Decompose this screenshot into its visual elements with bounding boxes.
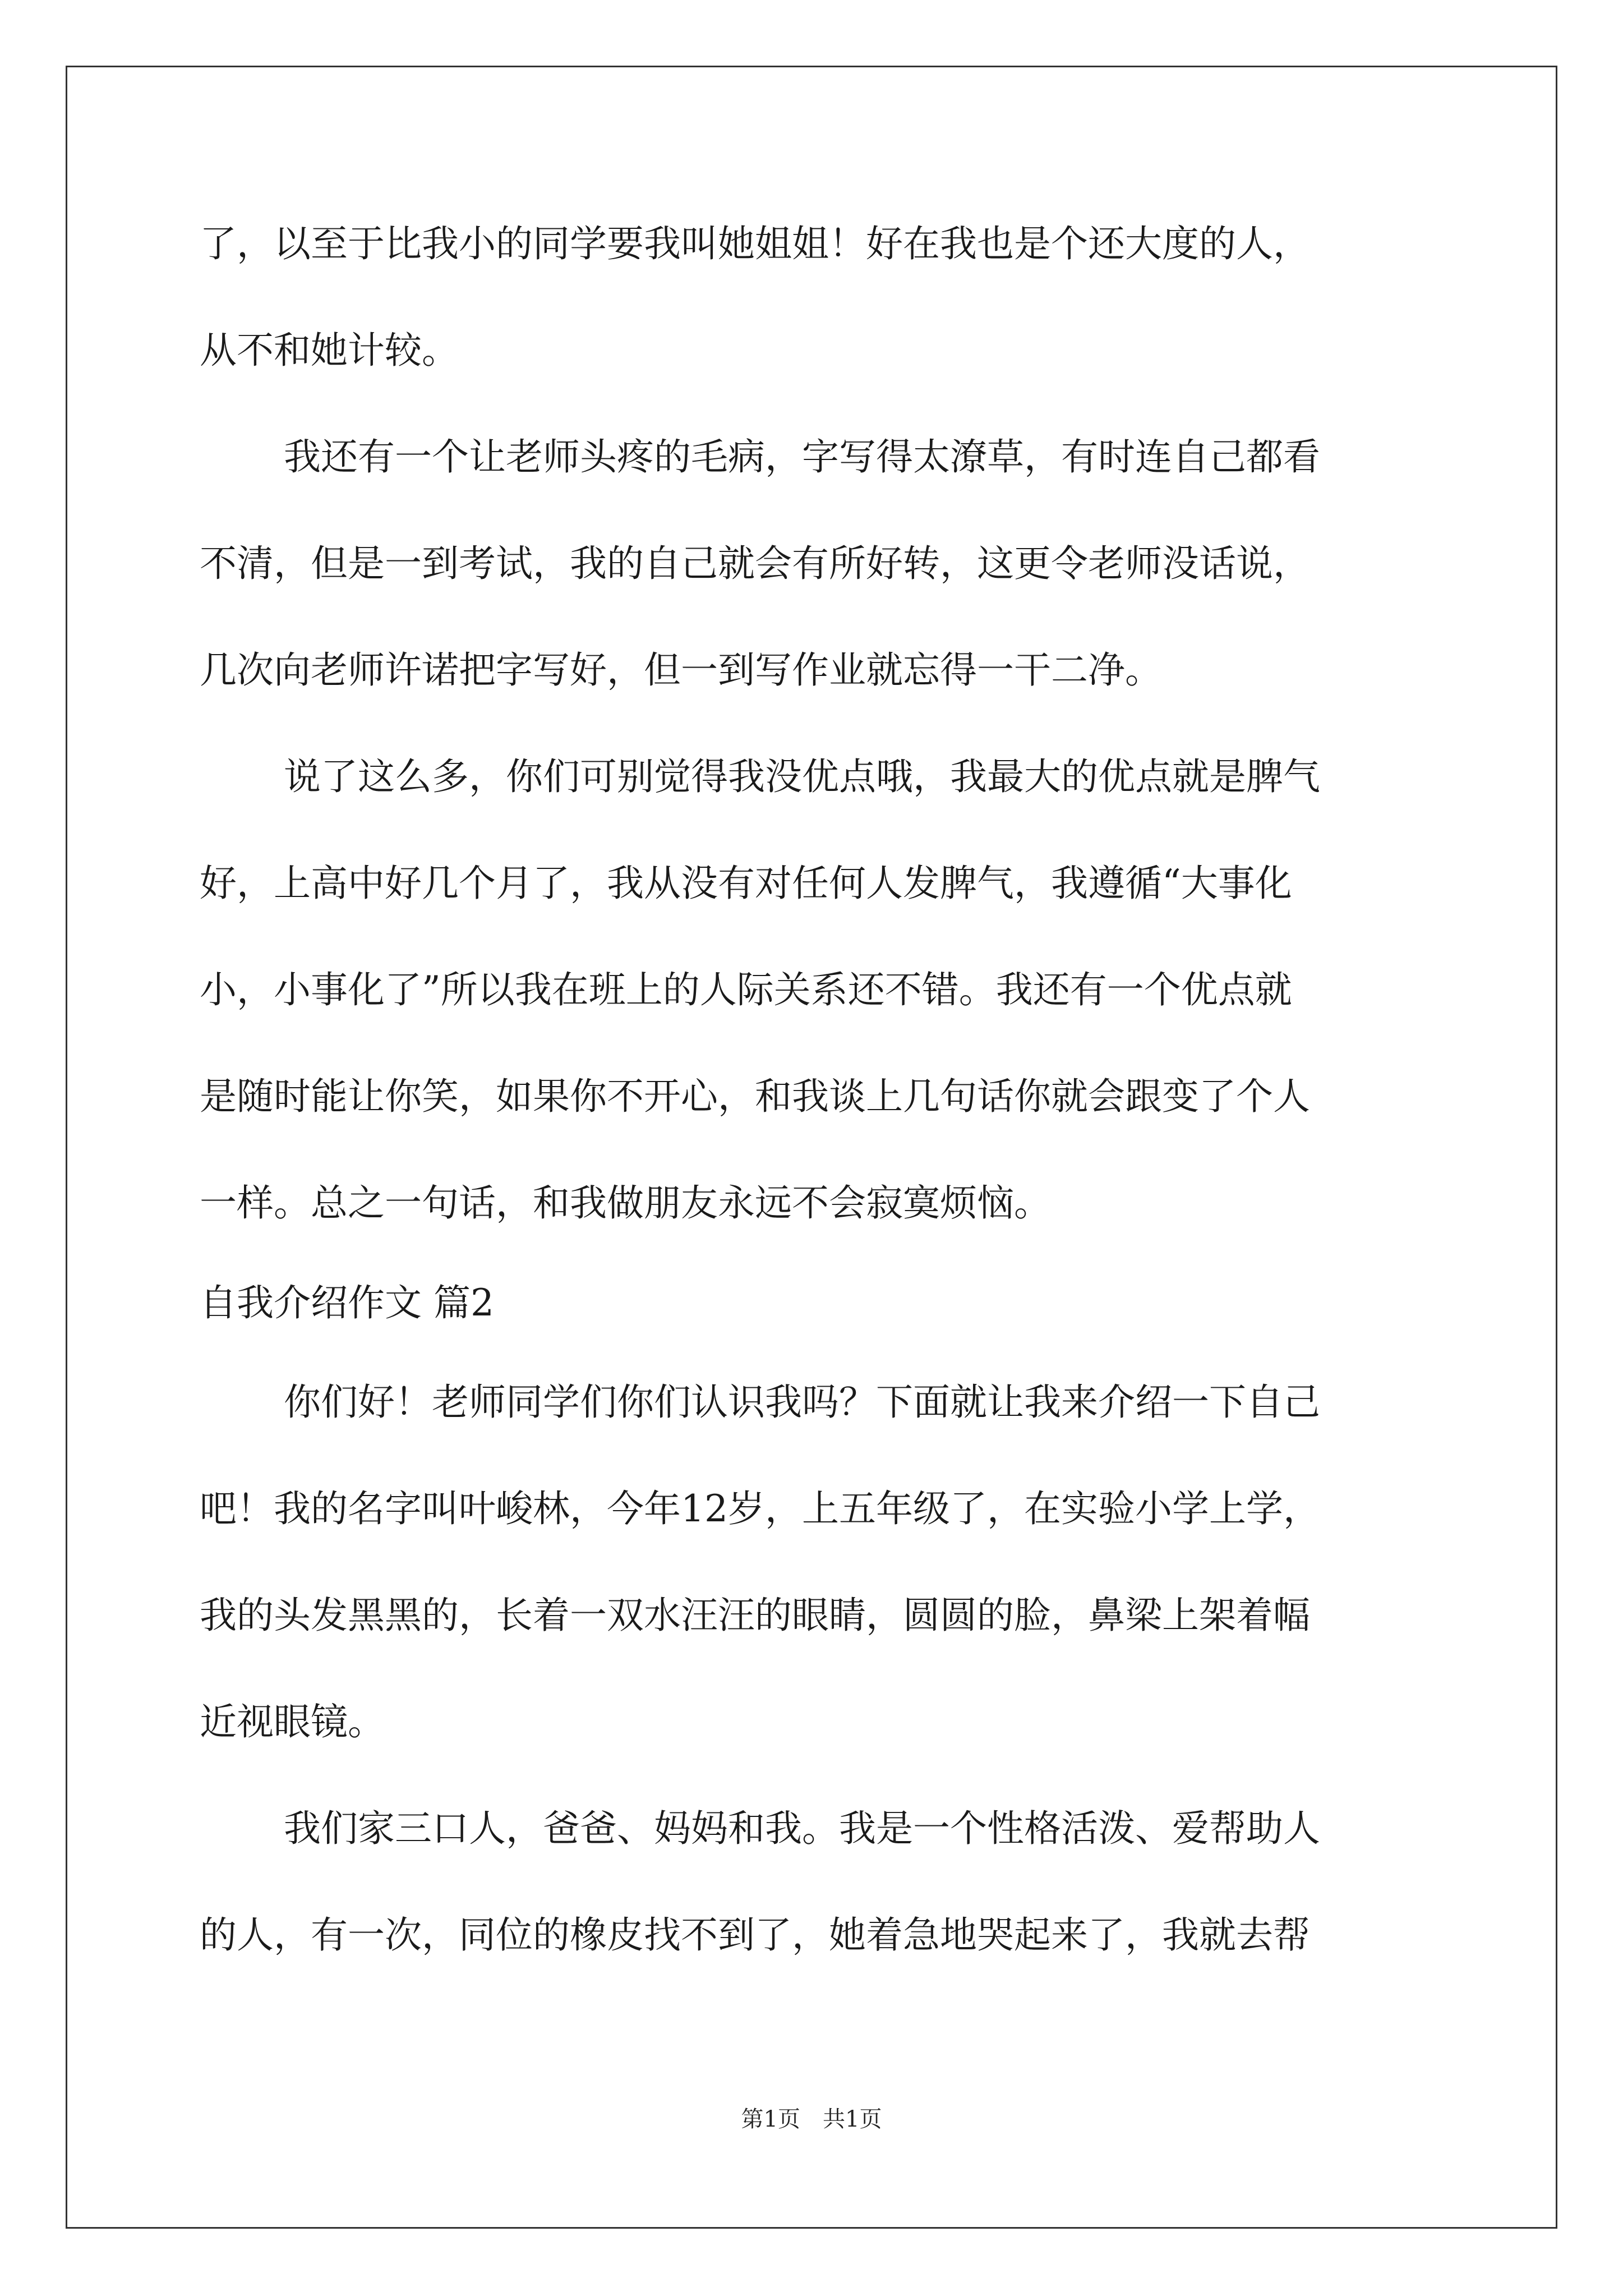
text-line: 的人，有一次，同位的橡皮找不到了，她着急地哭起来了，我就去帮 (200, 1913, 1310, 1957)
text-line: 了，以至于比我小的同学要我叫她姐姐！好在我也是个还大度的人， (200, 222, 1310, 265)
paragraph (200, 1349, 1467, 1775)
text-line: 你们好！老师同学们你们认识我吗？下面就让我来介绍一下自己 (284, 1381, 1320, 1424)
text-line: 吧！我的名字叫叶峻林，今年12岁，上五年级了，在实验小学上学， (200, 1487, 1320, 1530)
document-body (200, 191, 1467, 1989)
section-heading: 自我介绍作文 篇2 (200, 1281, 494, 1324)
text-line: 从不和她计较。 (200, 329, 459, 372)
paragraph (200, 191, 1467, 404)
text-line: 我的头发黑黑的，长着一双水汪汪的眼睛，圆圆的脸，鼻梁上架着幅 (200, 1594, 1310, 1637)
text-line: 一样。总之一句话，和我做朋友永远不会寂寞烦恼。 (200, 1181, 1051, 1225)
text-line: 近视眼镜。 (200, 1700, 385, 1743)
paragraph (200, 404, 1467, 724)
text-line: 我还有一个让老师头疼的毛病，字写得太潦草，有时连自己都看 (284, 435, 1320, 478)
paragraph (200, 724, 1467, 1257)
paragraph (200, 1775, 1467, 1989)
text-line: 小，小事化了”所以我在班上的人际关系还不错。我还有一个优点就 (200, 968, 1292, 1011)
text-line: 我们家三口人，爸爸、妈妈和我。我是一个性格活泼、爱帮助人 (284, 1807, 1320, 1850)
text-line: 是随时能让你笑，如果你不开心，和我谈上几句话你就会跟变了个人 (200, 1075, 1310, 1118)
page-footer: 第1页 共1页 (741, 2106, 882, 2132)
text-line: 好，上高中好几个月了，我从没有对任何人发脾气，我遵循“大事化 (200, 862, 1292, 905)
text-line: 说了这么多，你们可别觉得我没优点哦，我最大的优点就是脾气 (284, 755, 1320, 798)
text-line: 几次向老师许诺把字写好，但一到写作业就忘得一干二净。 (200, 648, 1162, 692)
text-line: 不清，但是一到考试，我的自己就会有所好转，这更令老师没话说， (200, 542, 1310, 585)
